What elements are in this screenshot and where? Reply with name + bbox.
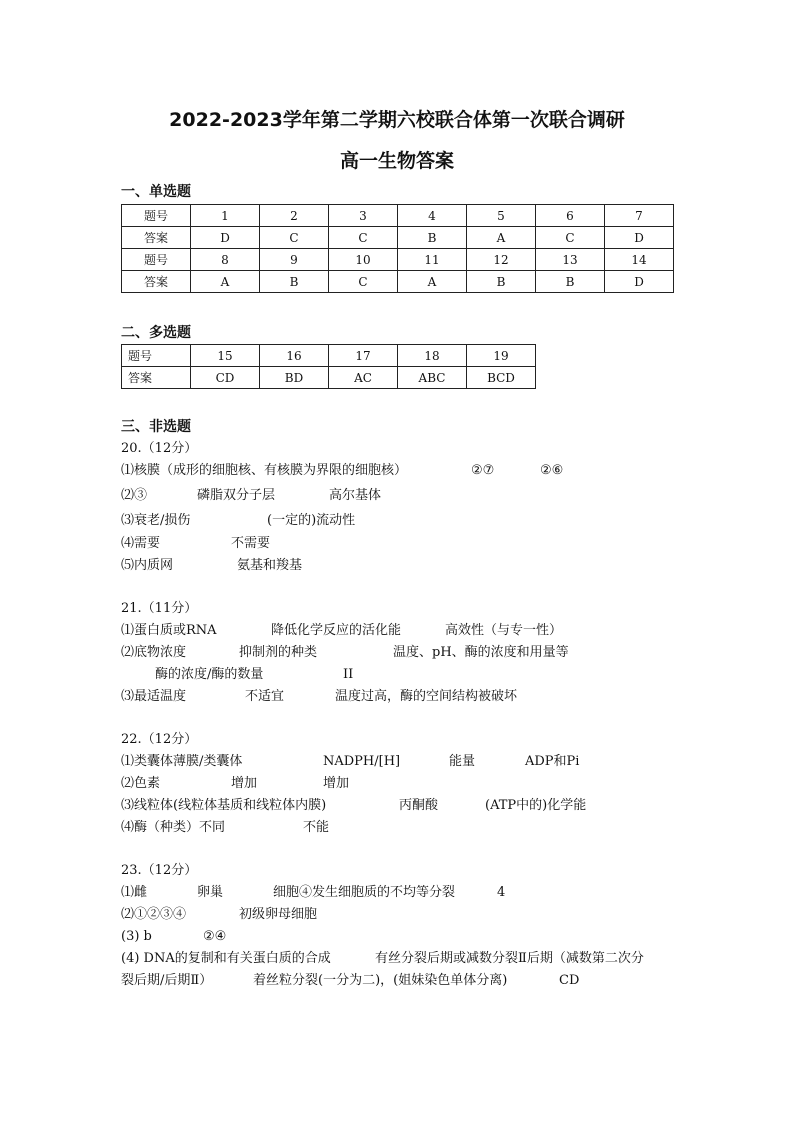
- answer-text: 着丝粒分裂(一分为二)，(姐妹染色单体分离): [253, 973, 508, 988]
- answer-text: ⑴类囊体薄膜/类囊体: [121, 754, 243, 769]
- answer-text: 高尔基体: [329, 488, 382, 503]
- document-subtitle: 高一生物答案: [339, 150, 454, 172]
- table-cell: C: [329, 227, 398, 249]
- table-row: [122, 367, 536, 389]
- table-cell: 1: [191, 205, 260, 227]
- answer-text: 高效性（与专一性）: [445, 623, 563, 638]
- answer-text: 细胞④发生细胞质的不均等分裂: [273, 885, 456, 900]
- answer-text: ⑷需要: [121, 536, 161, 551]
- question-21-header: 21.（11分）: [121, 601, 198, 616]
- section-single-choice-heading: 一、单选题: [121, 184, 191, 200]
- answer-text: ⑶最适温度: [121, 689, 187, 704]
- table-cell: ABC: [398, 367, 467, 389]
- table-cell: C: [260, 227, 329, 249]
- answer-text: 增加: [323, 776, 350, 791]
- table-cell: 3: [329, 205, 398, 227]
- answer-text: ⑵色素: [121, 776, 161, 791]
- table-cell: C: [536, 227, 605, 249]
- answer-text: 能量: [449, 754, 476, 769]
- table-cell: 9: [260, 249, 329, 271]
- table-cell: 12: [467, 249, 536, 271]
- document-title: 2022-2023学年第二学期六校联合体第一次联合调研: [169, 109, 625, 131]
- answer-text: CD: [559, 973, 580, 988]
- table-cell: 15: [191, 345, 260, 367]
- row-label: 题号: [122, 249, 191, 271]
- table-row: [122, 227, 674, 249]
- answer-text: ⑵①②③④: [121, 907, 187, 922]
- single-choice-table: [121, 204, 674, 293]
- table-cell: C: [329, 271, 398, 293]
- answer-text: ⑴核膜（成形的细胞核、有核膜为界限的细胞核）: [121, 463, 408, 478]
- answer-text: ⑶衰老/损伤: [121, 513, 191, 528]
- section-multi-choice-heading: 二、多选题: [121, 325, 191, 341]
- table-cell: 19: [467, 345, 536, 367]
- answer-text: 酶的浓度/酶的数量: [155, 667, 264, 682]
- answer-text: 降低化学反应的活化能: [271, 623, 402, 638]
- section-non-choice-heading: 三、非选题: [121, 419, 191, 435]
- question-20-header: 20.（12分）: [121, 441, 198, 456]
- table-cell: 8: [191, 249, 260, 271]
- table-cell: CD: [191, 367, 260, 389]
- table-row: [122, 345, 536, 367]
- table-cell: B: [398, 227, 467, 249]
- row-label: 题号: [122, 345, 191, 367]
- row-label: 答案: [122, 367, 191, 389]
- answer-text: 裂后期/后期Ⅱ）: [121, 973, 213, 988]
- table-cell: A: [398, 271, 467, 293]
- table-cell: B: [260, 271, 329, 293]
- row-label: 答案: [122, 227, 191, 249]
- table-cell: D: [191, 227, 260, 249]
- answer-text: 增加: [231, 776, 258, 791]
- table-cell: 6: [536, 205, 605, 227]
- table-cell: 18: [398, 345, 467, 367]
- answer-text: ②⑦: [471, 463, 495, 478]
- answer-text: (一定的)流动性: [267, 513, 356, 528]
- question-23-header: 23.（12分）: [121, 863, 198, 878]
- answer-text: (ATP中的)化学能: [485, 798, 587, 813]
- table-cell: 2: [260, 205, 329, 227]
- answer-text: ⑶线粒体(线粒体基质和线粒体内膜): [121, 798, 327, 813]
- answer-text: 温度过高，酶的空间结构被破坏: [335, 689, 518, 704]
- multi-choice-table: [121, 344, 536, 389]
- answer-text: ⑷酶（种类）不同: [121, 820, 226, 835]
- answer-text: 磷脂双分子层: [197, 488, 276, 503]
- answer-text: ⑴雌: [121, 885, 148, 900]
- table-cell: 14: [605, 249, 674, 271]
- row-label: 答案: [122, 271, 191, 293]
- answer-text: 温度、pH、酶的浓度和用量等: [393, 645, 569, 660]
- answer-text: NADPH/[H]: [323, 754, 401, 769]
- table-cell: 10: [329, 249, 398, 271]
- answer-text: ⑵底物浓度: [121, 645, 187, 660]
- answer-text: 抑制剂的种类: [239, 645, 318, 660]
- answer-text: ⑴蛋白质或RNA: [121, 623, 217, 638]
- table-cell: B: [467, 271, 536, 293]
- answer-text: 卵巢: [197, 885, 224, 900]
- answer-text: 4: [497, 885, 506, 900]
- question-22-header: 22.（12分）: [121, 732, 198, 747]
- row-label: 题号: [122, 205, 191, 227]
- table-cell: D: [605, 227, 674, 249]
- table-cell: D: [605, 271, 674, 293]
- answer-text: 氨基和羧基: [237, 558, 303, 573]
- table-cell: BD: [260, 367, 329, 389]
- answer-text: ②④: [203, 929, 227, 944]
- table-cell: 17: [329, 345, 398, 367]
- answer-text: 有丝分裂后期或减数分裂Ⅱ后期（减数第二次分: [375, 951, 644, 966]
- table-row: [122, 249, 674, 271]
- answer-text: 不能: [303, 820, 330, 835]
- answer-text: (3) b: [121, 929, 152, 944]
- answer-text: ⑸内质网: [121, 558, 174, 573]
- table-cell: 7: [605, 205, 674, 227]
- table-cell: 13: [536, 249, 605, 271]
- answer-text: 丙酮酸: [399, 798, 439, 813]
- answer-text: (4) DNA的复制和有关蛋白质的合成: [121, 951, 331, 966]
- answer-text: ⑵③: [121, 488, 148, 503]
- table-cell: A: [467, 227, 536, 249]
- table-cell: 16: [260, 345, 329, 367]
- table-row: [122, 271, 674, 293]
- answer-text: ADP和Pi: [525, 754, 580, 769]
- answer-text: 初级卵母细胞: [239, 907, 318, 922]
- table-cell: 11: [398, 249, 467, 271]
- answer-text: ②⑥: [540, 463, 564, 478]
- table-cell: A: [191, 271, 260, 293]
- table-cell: B: [536, 271, 605, 293]
- table-cell: 5: [467, 205, 536, 227]
- table-row: [122, 205, 674, 227]
- table-cell: BCD: [467, 367, 536, 389]
- table-cell: AC: [329, 367, 398, 389]
- answer-text: 不需要: [231, 536, 271, 551]
- answer-text: II: [343, 667, 354, 682]
- answer-text: 不适宜: [245, 689, 285, 704]
- table-cell: 4: [398, 205, 467, 227]
